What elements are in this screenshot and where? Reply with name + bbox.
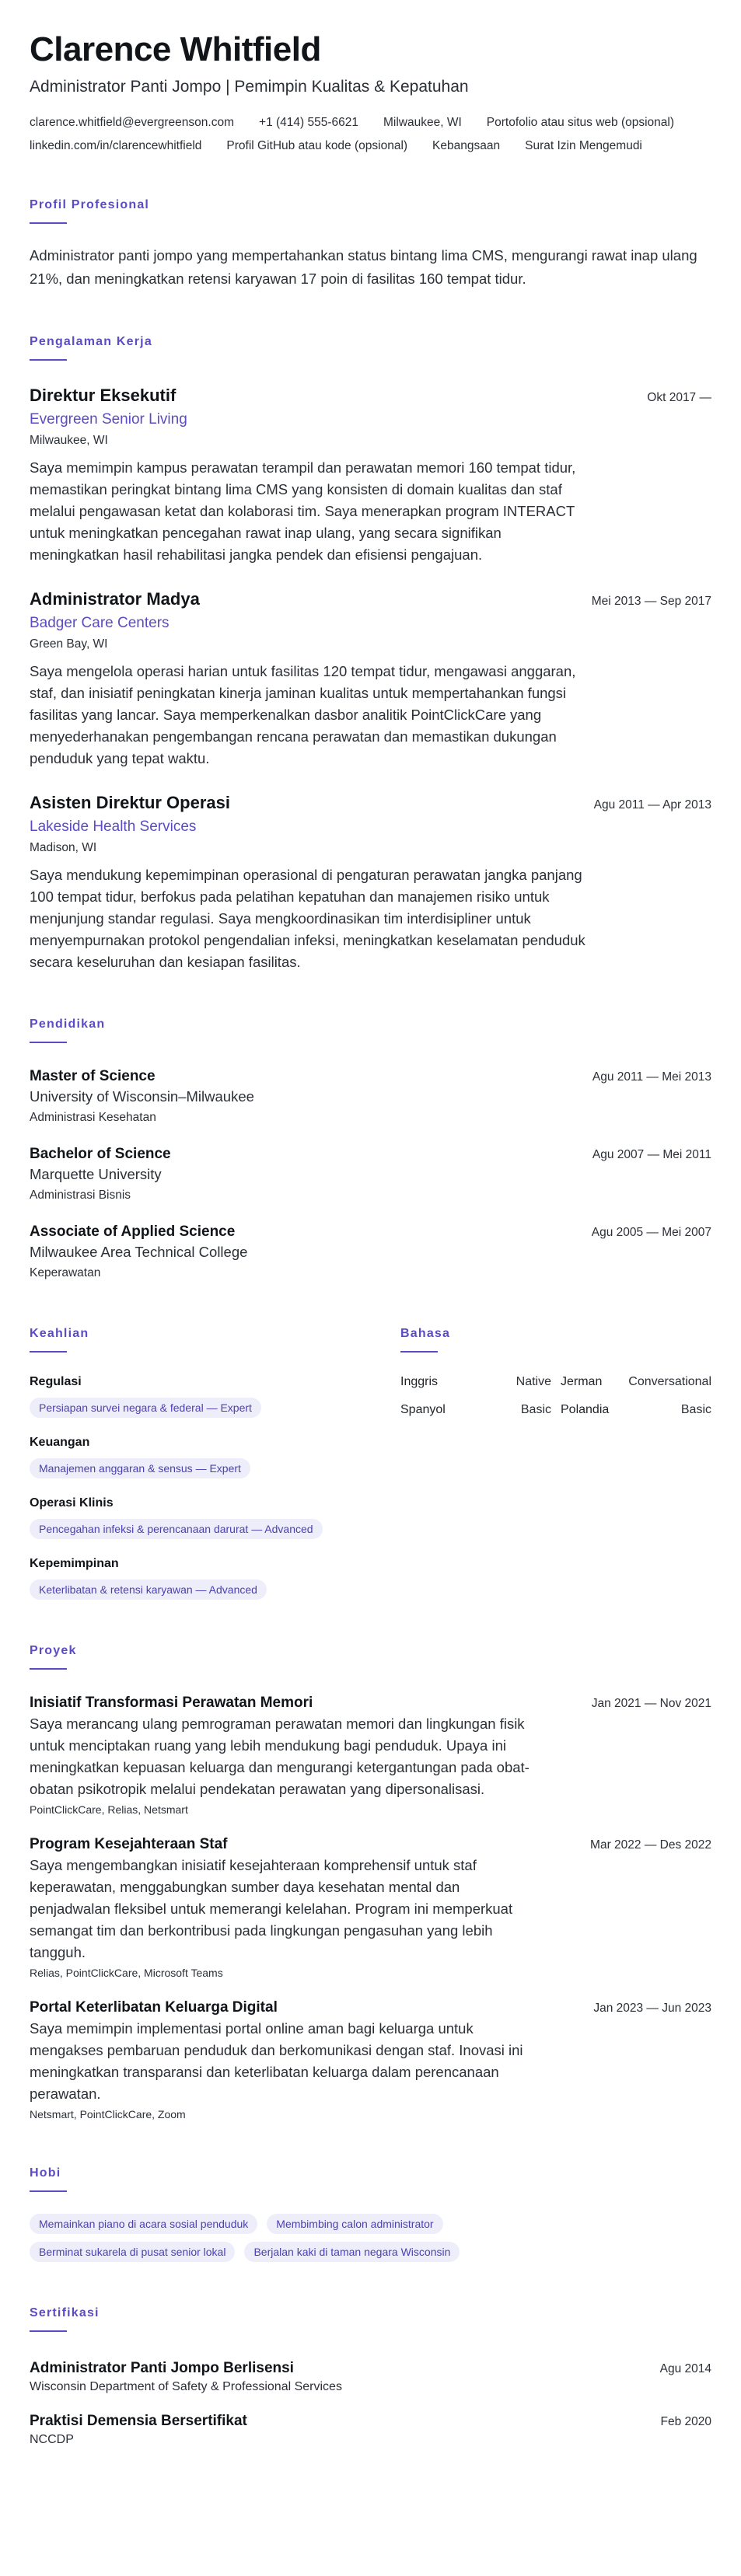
project-description: Saya mengembangkan inisiatif kesejahteraan komprehensif untuk staf keperawatan, menggabungkan sumber daya kesehatan mental dan penjadwalan fleksibel untuk memerangi kelelahan. Program ini memperkuat semangat tim dan berkontribusi pada lingkungan pengasuhan yang lebih tangguh. <box>30 1857 513 1960</box>
project-entry <box>30 1998 711 2122</box>
skill-chip: Keterlibatan & retensi karyawan — Advanced <box>30 1579 267 1600</box>
hobby-chip: Memainkan piano di acara sosial penduduk <box>30 2214 257 2234</box>
education-degree: Master of Science <box>30 1068 156 1084</box>
education-entry <box>30 1144 711 1205</box>
hobby-chip: Membimbing calon administrator <box>267 2214 442 2234</box>
skill-chip: Manajemen anggaran & sensus — Expert <box>30 1458 250 1478</box>
section-divider <box>30 2190 67 2192</box>
certification-issuer: NCCDP <box>30 2433 74 2446</box>
project-date: Jan 2023 — Jun 2023 <box>593 2002 711 2015</box>
section-title: Hobi <box>30 2166 61 2180</box>
language-level: Native <box>516 1375 551 1388</box>
job-date: Okt 2017 — <box>647 391 711 404</box>
section-title: Pendidikan <box>30 1017 106 1031</box>
education-field: Administrasi Kesehatan <box>30 1111 156 1124</box>
education-degree: Associate of Applied Science <box>30 1223 236 1240</box>
project-entry <box>30 1834 711 1981</box>
project-title: Portal Keterlibatan Keluarga Digital <box>30 1999 278 2016</box>
project-tools: Netsmart, PointClickCare, Zoom <box>30 2108 186 2120</box>
hobby-chip: Berminat sukarela di pusat senior lokal <box>30 2242 235 2262</box>
hobbies-section <box>30 2166 711 2262</box>
language-name: Jerman <box>561 1375 603 1388</box>
summary-section <box>30 197 711 291</box>
job-entry <box>30 384 711 566</box>
contact-linkedin[interactable]: linkedin.com/in/clarencewhitfield <box>30 139 202 152</box>
project-title: Program Kesejahteraan Staf <box>30 1836 228 1852</box>
education-field: Keperawatan <box>30 1266 101 1279</box>
job-location: Green Bay, WI <box>30 637 108 651</box>
certification-date: Agu 2014 <box>659 2362 711 2375</box>
project-tools: Relias, PointClickCare, Microsoft Teams <box>30 1967 223 1979</box>
education-section <box>30 1017 711 1283</box>
language-item <box>561 1374 711 1390</box>
education-school: Milwaukee Area Technical College <box>30 1244 248 1260</box>
education-entry <box>30 1066 711 1127</box>
summary-text: Administrator panti jompo yang mempertahankan status bintang lima CMS, mengurangi rawat inap ulang 21%, dan meningkatkan retensi karyawan 17 poin di fasilitas 160 tempat tidur. <box>30 247 697 287</box>
certification-name: Praktisi Demensia Bersertifikat <box>30 2413 247 2429</box>
contact-drivers-license: Surat Izin Mengemudi <box>525 139 642 152</box>
job-location: Milwaukee, WI <box>30 434 108 447</box>
contact-info <box>30 115 711 154</box>
project-title: Inisiatif Transformasi Perawatan Memori <box>30 1695 313 1711</box>
hobby-chip: Berjalan kaki di taman negara Wisconsin <box>244 2242 460 2262</box>
project-date: Jan 2021 — Nov 2021 <box>591 1697 711 1710</box>
contact-nationality: Kebangsaan <box>432 139 501 152</box>
skills-languages-row <box>30 1326 711 1600</box>
certification-entry <box>30 2411 711 2449</box>
certification-issuer: Wisconsin Department of Safety & Professional Services <box>30 2380 342 2393</box>
skill-category: Kepemimpinan <box>30 1557 119 1570</box>
job-title: Direktur Eksekutif <box>30 386 177 405</box>
project-date: Mar 2022 — Des 2022 <box>590 1838 711 1852</box>
skill-category: Operasi Klinis <box>30 1496 114 1510</box>
education-school: University of Wisconsin–Milwaukee <box>30 1088 254 1105</box>
job-description: Saya memimpin kampus perawatan terampil dan perawatan memori 160 tempat tidur, memastikan peringkat bintang lima CMS yang konsisten di domain kualitas dan staf melalui pengawasan ketat dan kolaborasi tim. Saya menerapkan program INTERACT untuk meningkatkan pencegahan rawat inap ulang, yang secara signifikan meningkatkan hasil rehabilitasi jangka pendek dan efisiensi pengajuan. <box>30 459 576 563</box>
contact-github[interactable]: Profil GitHub atau kode (opsional) <box>226 139 408 152</box>
section-title: Sertifikasi <box>30 2306 100 2319</box>
languages-section <box>400 1326 711 1600</box>
skill-chip: Persiapan survei negara & federal — Expert <box>30 1398 261 1418</box>
certifications-section <box>30 2305 711 2449</box>
job-entry <box>30 791 711 973</box>
skill-category: Keuangan <box>30 1436 90 1449</box>
section-divider <box>30 2330 67 2332</box>
section-title: Bahasa <box>400 1327 451 1340</box>
section-title: Pengalaman Kerja <box>30 335 152 348</box>
language-name: Inggris <box>400 1375 439 1388</box>
education-degree: Bachelor of Science <box>30 1146 171 1162</box>
language-item <box>400 1402 551 1418</box>
job-company: Lakeside Health Services <box>30 819 197 835</box>
language-item <box>400 1374 551 1390</box>
job-date: Agu 2011 — Apr 2013 <box>593 798 711 812</box>
job-title: Asisten Direktur Operasi <box>30 793 230 812</box>
section-divider <box>30 1668 67 1670</box>
section-title: Profil Profesional <box>30 198 150 211</box>
project-description: Saya merancang ulang pemrograman perawatan memori dan lingkungan fisik untuk menciptakan ruang yang lebih mendukung bagi penduduk. Upaya ini meningkatkan kepuasan keluarga dan mengurangi ketergantungan pada obat-obatan psikotropik melalui pendekatan perawatan yang dipersonalisasi. <box>30 1716 530 1797</box>
job-title: Administrator Madya <box>30 589 200 609</box>
section-divider <box>30 1351 67 1353</box>
job-entry <box>30 588 711 770</box>
certification-entry <box>30 2358 711 2396</box>
language-level: Conversational <box>628 1375 711 1388</box>
education-date: Agu 2011 — Mei 2013 <box>592 1070 711 1084</box>
section-divider <box>30 222 67 224</box>
certification-date: Feb 2020 <box>660 2415 711 2428</box>
hobby-list <box>30 2206 512 2262</box>
contact-portfolio[interactable]: Portofolio atau situs web (opsional) <box>486 116 675 129</box>
language-name: Polandia <box>561 1403 610 1416</box>
job-date: Mei 2013 — Sep 2017 <box>591 595 711 608</box>
job-company: Evergreen Senior Living <box>30 411 187 428</box>
section-divider <box>30 359 67 361</box>
project-description: Saya memimpin implementasi portal online aman bagi keluarga untuk mengakses pembaruan penduduk dan berkomunikasi dengan staf. Inovasi ini meningkatkan transparansi dan keterlibatan keluarga dalam perencanaan perawatan. <box>30 2020 523 2102</box>
job-description: Saya mengelola operasi harian untuk fasilitas 120 tempat tidur, mengawasi anggaran, staf, dan inisiatif peningkatan kinerja jaminan kualitas untuk mempertahankan fungsi fasilitas yang lancar. Saya memperkenalkan dasbor analitik PointClickCare yang menyederhanakan pengembangan rencana perawatan dan memastikan dukungan penduduk yang tepat waktu. <box>30 663 576 766</box>
education-date: Agu 2007 — Mei 2011 <box>592 1148 711 1161</box>
section-title: Keahlian <box>30 1327 89 1340</box>
section-divider <box>30 1042 67 1043</box>
section-title: Proyek <box>30 1644 77 1657</box>
language-item <box>561 1402 711 1418</box>
skills-section <box>30 1326 348 1600</box>
skill-category: Regulasi <box>30 1375 82 1388</box>
education-field: Administrasi Bisnis <box>30 1189 131 1202</box>
resume-header <box>30 30 711 154</box>
projects-section <box>30 1643 711 2122</box>
language-name: Spanyol <box>400 1403 446 1416</box>
contact-email[interactable]: clarence.whitfield@evergreenson.com <box>30 116 235 129</box>
skill-chip: Pencegahan infeksi & perencanaan darurat — Advanced <box>30 1519 323 1539</box>
language-list <box>400 1374 711 1418</box>
job-description: Saya mendukung kepemimpinan operasional di pengaturan perawatan jangka panjang 100 tempat tidur, berfokus pada pelatihan kepatuhan dan manajemen risiko untuk menjunjung standar regulasi. Saya mengkoordinasikan tim interdisipliner untuk menyempurnakan protokol pengendalian infeksi, meningkatkan keselamatan penduduk secara keseluruhan dan kesiapan fasilitas. <box>30 867 585 970</box>
project-entry <box>30 1693 711 1817</box>
experience-section <box>30 334 711 973</box>
contact-phone[interactable]: +1 (414) 555-6621 <box>259 116 358 129</box>
job-location: Madison, WI <box>30 841 97 854</box>
language-level: Basic <box>520 1403 551 1416</box>
education-date: Agu 2005 — Mei 2007 <box>591 1226 711 1239</box>
certification-name: Administrator Panti Jompo Berlisensi <box>30 2360 294 2376</box>
education-school: Marquette University <box>30 1166 162 1182</box>
section-divider <box>400 1351 438 1353</box>
language-level: Basic <box>680 1403 711 1416</box>
project-tools: PointClickCare, Relias, Netsmart <box>30 1803 188 1816</box>
person-name: Clarence Whitfield <box>30 30 321 68</box>
job-company: Badger Care Centers <box>30 615 170 631</box>
headline: Administrator Panti Jompo | Pemimpin Kualitas & Kepatuhan <box>30 78 469 96</box>
contact-location: Milwaukee, WI <box>383 116 462 129</box>
education-entry <box>30 1222 711 1283</box>
